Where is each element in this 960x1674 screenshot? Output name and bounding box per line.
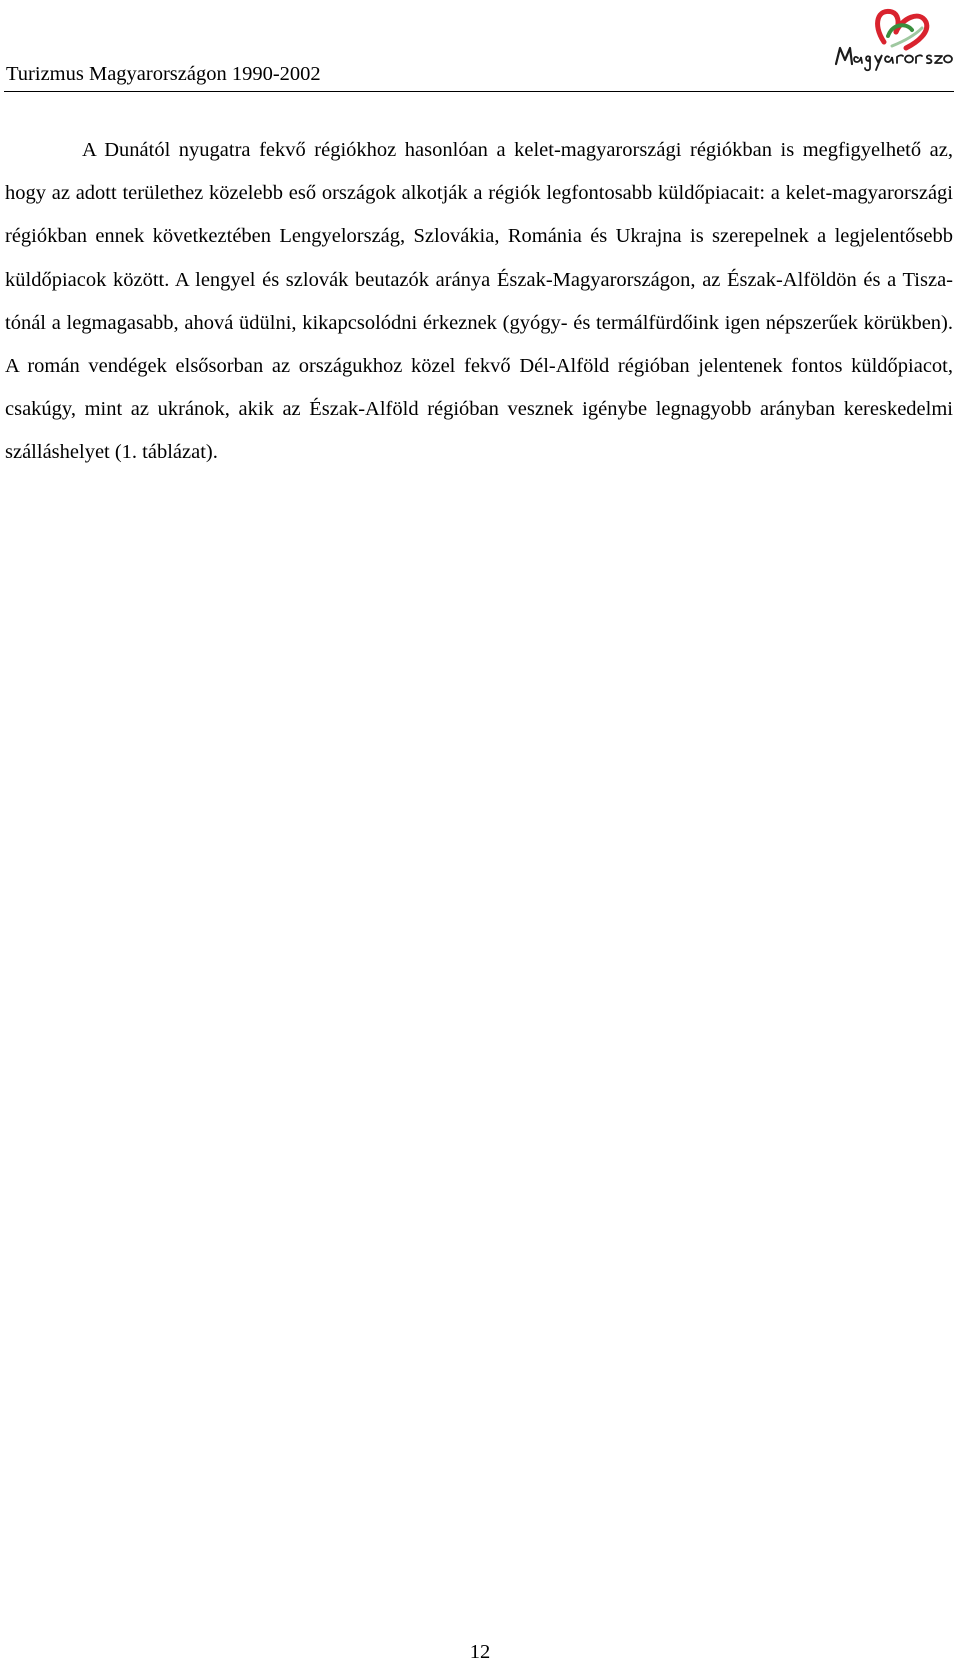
magyarorszag-logo (832, 2, 956, 82)
page-number: 12 (469, 1641, 491, 1663)
heart-logo-icon (832, 2, 956, 82)
header-divider (4, 91, 954, 92)
body-paragraph: A Dunától nyugatra fekvő régiókhoz hasonlóan a kelet-magyarországi régiókban is megfigyelhető az, hogy az adott területhez közelebb eső országok alkotják a régiók legfontosabb küldőpiacait: a kelet-magyarországi régiókban ennek következtében Lengyelország, Szlovákia, Románia és Ukrajna is szerepelnek a legjelentősebb küldőpiacok között. A lengyel és szlovák beutazók aránya Észak-Magyarországon, az Észak-Alföldön és a Tisza-tónál a legmagasabb, ahová üdülni, kikapcsolódni érkeznek (gyógy- és termálfürdőink igen népszerűek körükben). A román vendégek elsősorban az országukhoz közel fekvő Dél-Alföld régióban jelentenek fontos küldőpiacot, csakúgy, mint az ukránok, akik az Észak-Alföld régióban vesznek igénybe legnagyobb arányban kereskedelmi szálláshelyet (1. táblázat). (5, 139, 953, 464)
running-header-title: Turizmus Magyarországon 1990-2002 (6, 63, 321, 85)
